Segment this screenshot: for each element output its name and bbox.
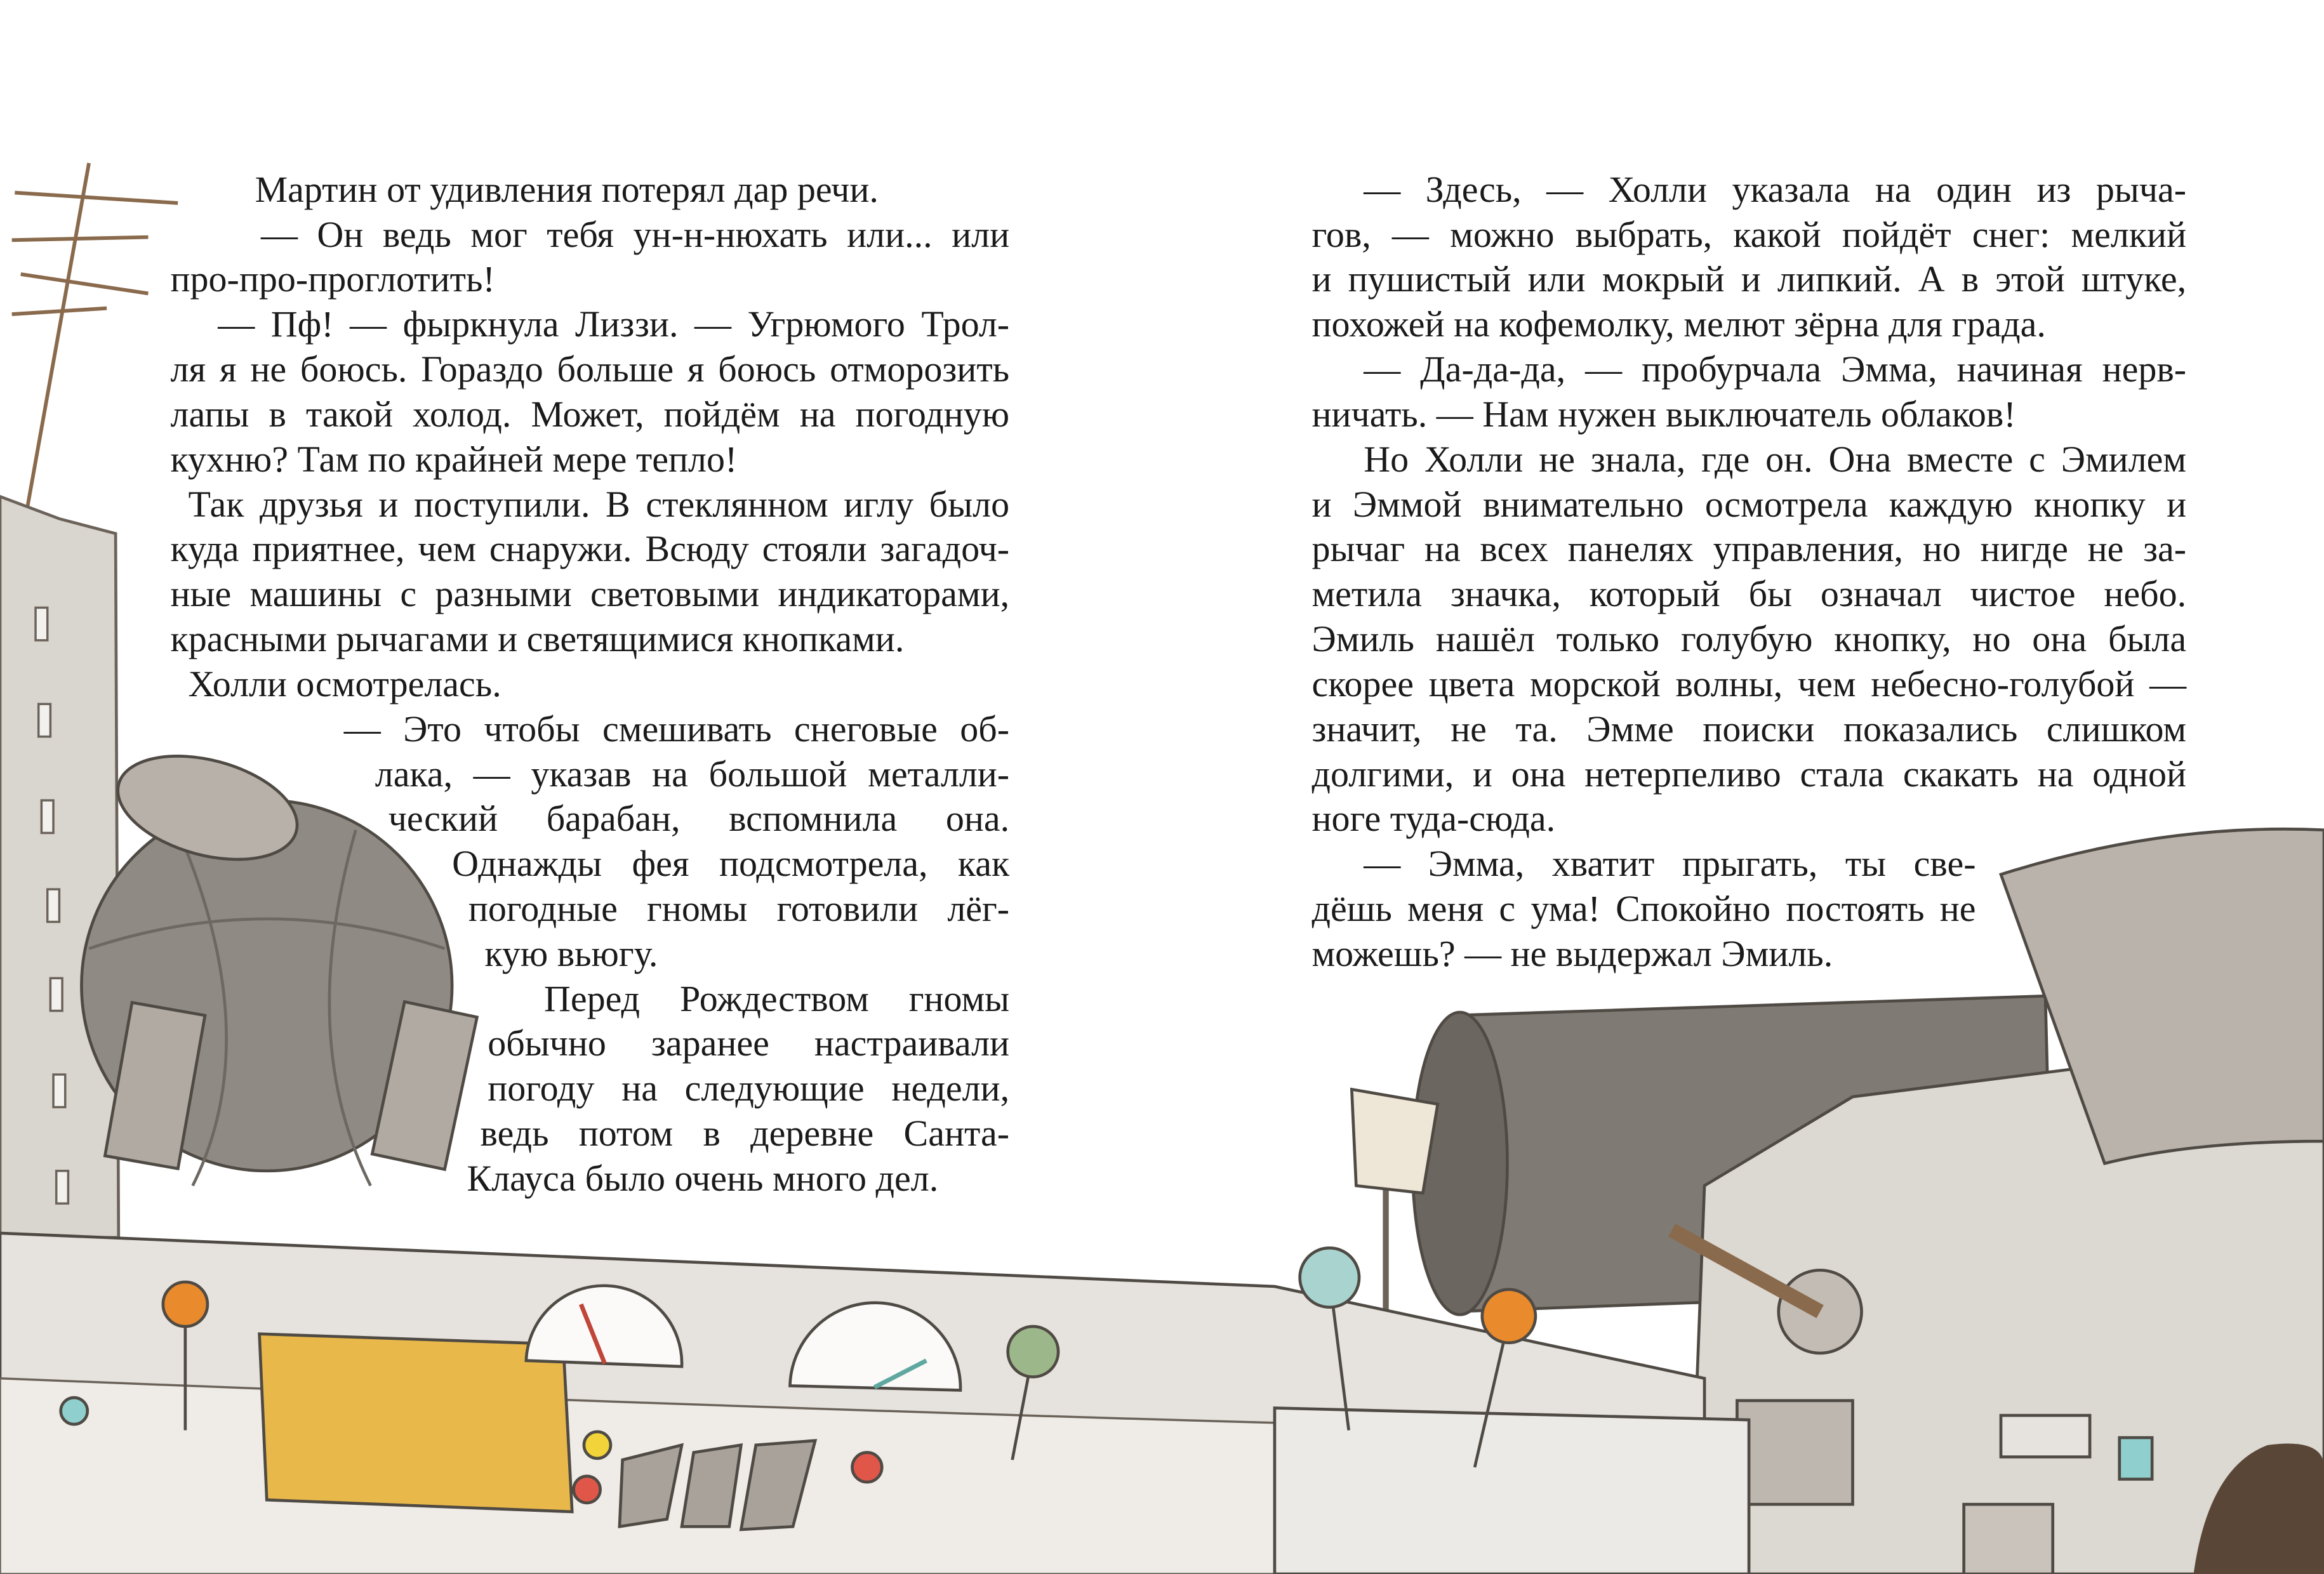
text-line: Однажды фея подсмотрела, как [452, 843, 1010, 885]
text-line: лапы в такой холод. Может, пойдём на погодную [170, 393, 1010, 435]
text-line: лака, — указав на большой металли- [375, 753, 1010, 795]
text-line: красными рычагами и светящимися кнопками. [170, 618, 905, 660]
text-line: Холли осмотрелась. [188, 663, 501, 704]
text-line: — Эмма, хватит прыгать, ты све- [1364, 843, 1976, 885]
text-line: обычно заранее настраивали [488, 1022, 1010, 1064]
antenna [12, 163, 178, 512]
tower-building [0, 496, 119, 1238]
text-line: — Здесь, — Холли указала на один из рыча- [1364, 168, 2187, 210]
text-line: можешь? — не выдержал Эмиль. [1311, 932, 1833, 974]
text-line: Так друзья и поступили. В стеклянном иглу было [188, 483, 1010, 525]
text-line: кую вьюгу. [484, 932, 658, 974]
text-line: метила значка, который бы означал чистое небо. [1311, 573, 2187, 615]
text-line: скорее цвета морской волны, чем небесно-голубой — [1311, 663, 2187, 704]
text-line: куда приятнее, чем снаружи. Всюду стояли загадоч- [170, 528, 1010, 570]
text-line: погоду на следующие недели, [488, 1068, 1010, 1109]
text-line: Мартин от удивления потерял дар речи. [255, 168, 879, 210]
text-line: ля я не боюсь. Гораздо больше я боюсь отморозить [170, 348, 1010, 390]
text-line: дёшь меня с ума! Спокойно постоять не [1311, 887, 1976, 929]
text-line: и пушистый или мокрый и липкий. А в этой штуке, [1311, 258, 2187, 300]
text-line: Но Холли не знала, где он. Она вместе с Эмилем [1364, 438, 2187, 480]
text-line: ческий барабан, вспомнила она. [388, 798, 1010, 840]
text-line: гов, — можно выбрать, какой пойдёт снег: мелкий [1311, 213, 2187, 255]
text-line: — Да-да-да, — пробурчала Эмма, начиная нерв- [1364, 348, 2187, 390]
text-line: — Он ведь мог тебя ун-н-нюхать или... или [260, 213, 1010, 255]
text-line: и Эммой внимательно осмотрела каждую кнопку и [1311, 483, 2187, 525]
text-line: ничать. — Нам нужен выключатель облаков! [1311, 393, 2016, 435]
text-line: ные машины с разными световыми индикаторами, [170, 573, 1010, 615]
text-line: рычаг на всех панелях управления, но нигде не за- [1311, 528, 2187, 570]
text-line: Эмиль нашёл только голубую кнопку, но она была [1311, 618, 2187, 660]
text-line: кухню? Там по крайней мере тепло! [170, 438, 738, 480]
text-line: про-про-проглотить! [170, 258, 495, 300]
text-line: ноге туда-сюда. [1311, 798, 1556, 840]
text-line: Клауса было очень много дел. [467, 1157, 939, 1199]
text-line: долгими, и она нетерпеливо стала скакать на одной [1311, 753, 2187, 795]
text-line: — Это чтобы смешивать снеговые об- [343, 708, 1010, 750]
text-line: — Пф! — фыркнула Лиззи. — Угрюмого Трол- [218, 303, 1010, 345]
text-line: похожей на кофемолку, мелют зёрна для града. [1311, 303, 2046, 345]
text-line: Перед Рождеством гномы [543, 977, 1010, 1019]
text-line: погодные гномы готовили лёг- [468, 887, 1010, 929]
text-line: значит, не та. Эмме поиски показались слишком [1311, 708, 2187, 750]
text-line: ведь потом в деревне Санта- [480, 1113, 1010, 1154]
